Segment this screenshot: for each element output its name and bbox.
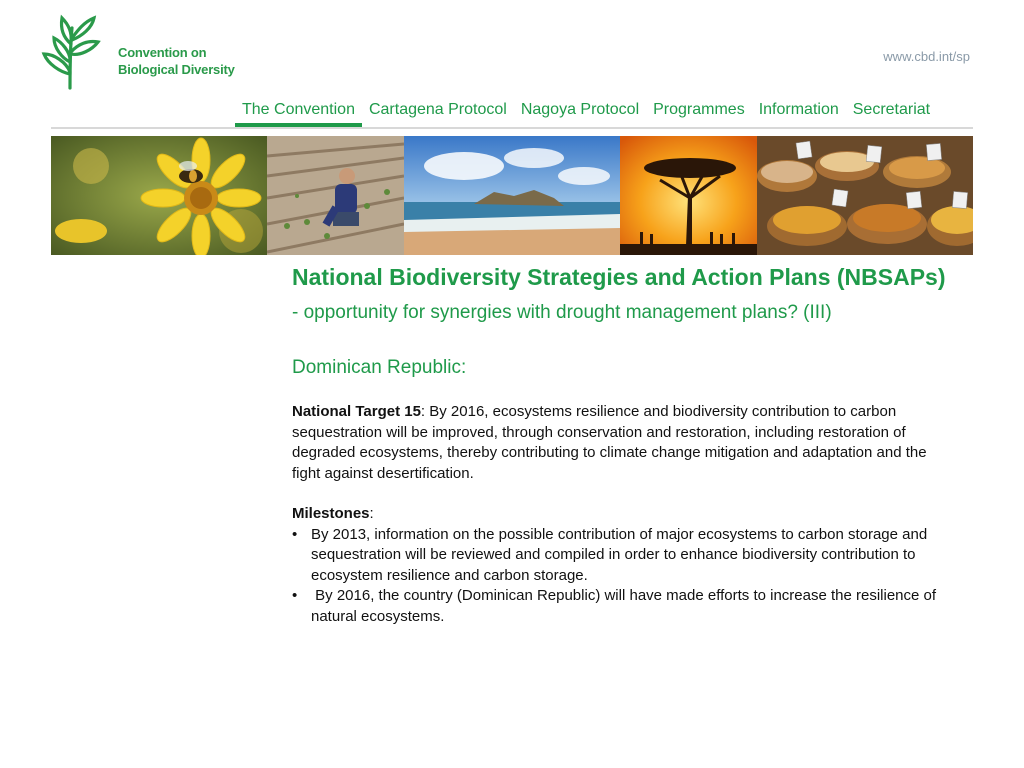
- logo-line-2: Biological Diversity: [118, 62, 235, 77]
- cbd-logo[interactable]: [40, 14, 240, 90]
- national-target-paragraph: [292, 402, 952, 484]
- title-subtitle: - opportunity for synergies with drought management plans? (III): [292, 302, 832, 323]
- banner-image-sunflower: [51, 136, 267, 255]
- banner-image-farmer: [267, 136, 404, 255]
- nav-divider: [51, 127, 973, 129]
- nav-item-secretariat[interactable]: Secretariat: [852, 101, 931, 118]
- milestones-heading: [292, 504, 952, 525]
- milestones-label: Milestones: [292, 505, 370, 522]
- sunflower-bee-image: [51, 136, 267, 255]
- milestones-section: [292, 504, 952, 627]
- milestone-text: By 2016, the country (Dominican Republic) will have made efforts to increase the resilience of natural ecosystems.: [311, 587, 941, 625]
- slide-content: [292, 262, 952, 627]
- nav-item-the-convention[interactable]: The Convention: [235, 99, 362, 127]
- milestone-text: By 2013, information on the possible contribution of major ecosystems to carbon storage and sequestration will be reviewed and compiled in order to enhance biodiversity contribution to ecosystem resilience and carbon storage.: [311, 525, 928, 584]
- plant-sprout-icon: [40, 14, 102, 90]
- target-label: National Target 15: [292, 403, 421, 420]
- banner-strip: [51, 136, 973, 255]
- target-text: : By 2016, ecosystems resilience and biodiversity contribution to carbon sequestration will be improved, through conservation and restoration, including restoration of degraded ecosystems, thereby contributing to climate change mitigation and adaptation and the fight against desertification.: [292, 403, 927, 482]
- title-bold: National Biodiversity Strategies and Action Plans (NBSAPs): [292, 264, 946, 290]
- top-nav: [235, 99, 975, 129]
- nav-item-nagoya-protocol[interactable]: Nagoya Protocol: [520, 101, 640, 118]
- nav-item-programmes[interactable]: Programmes: [653, 101, 745, 118]
- bullet-icon: •: [292, 587, 298, 604]
- banner-image-sunset: [620, 136, 757, 255]
- milestones-list: [292, 525, 952, 628]
- bullet-icon: •: [292, 525, 298, 543]
- spice-baskets-image: [757, 136, 973, 255]
- banner-image-coast: [404, 136, 620, 255]
- list-item: [292, 525, 952, 587]
- nav-item-information[interactable]: Information: [758, 101, 839, 118]
- site-url[interactable]: www.cbd.int/sp: [883, 49, 970, 64]
- country-heading: Dominican Republic:: [292, 357, 467, 378]
- coastline-image: [404, 136, 620, 255]
- slide-title: [292, 262, 952, 328]
- acacia-sunset-image: [620, 136, 757, 255]
- logo-line-1: Convention on: [118, 45, 207, 60]
- farmer-field-image: [267, 136, 404, 255]
- list-item: [292, 586, 952, 627]
- logo-wordmark: [118, 44, 235, 78]
- banner-image-spices: [757, 136, 973, 255]
- nav-item-cartagena-protocol[interactable]: Cartagena Protocol: [368, 101, 507, 118]
- milestones-colon: :: [369, 505, 374, 522]
